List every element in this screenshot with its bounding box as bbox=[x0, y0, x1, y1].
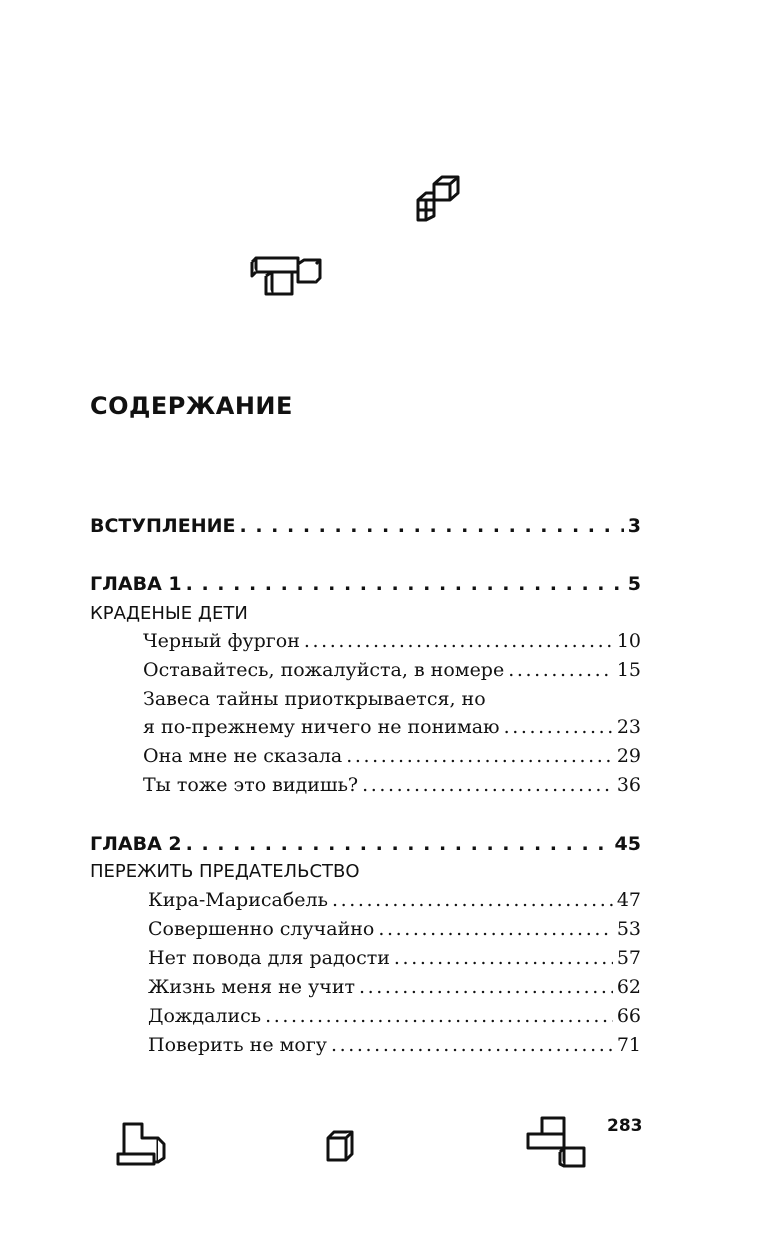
toc-entry-page: 53 bbox=[616, 918, 641, 940]
chapter-title: ГЛАВА 1 bbox=[90, 573, 182, 595]
dot-leader bbox=[508, 659, 613, 681]
chapter-page: 5 bbox=[627, 573, 641, 595]
toc-entry[interactable] bbox=[148, 1005, 641, 1027]
toc-entry-page: 57 bbox=[616, 947, 641, 969]
toc-entry-page: 23 bbox=[616, 716, 641, 738]
dot-leader bbox=[362, 774, 613, 796]
toc-entry-page: 71 bbox=[616, 1034, 641, 1056]
toc-entry[interactable] bbox=[143, 630, 641, 652]
toc-entry-page: 62 bbox=[616, 976, 641, 998]
dot-leader bbox=[239, 515, 623, 537]
page-title: СОДЕРЖАНИЕ bbox=[90, 392, 293, 420]
toc-entry-page: 3 bbox=[627, 515, 641, 537]
dot-leader bbox=[394, 947, 613, 969]
chapter-2-subtitle: ПЕРЕЖИТЬ ПРЕДАТЕЛЬСТВО bbox=[90, 861, 360, 882]
dot-leader bbox=[304, 630, 613, 652]
toc-entry-title: Черный фургон bbox=[143, 630, 300, 652]
toc-entry-title: ВСТУПЛЕНИЕ bbox=[90, 515, 236, 537]
toc-entry-page: 36 bbox=[616, 774, 641, 796]
chapter-1-subtitle: КРАДЕНЫЕ ДЕТИ bbox=[90, 603, 248, 624]
dot-leader bbox=[359, 976, 613, 998]
toc-chapter-2[interactable] bbox=[90, 833, 641, 855]
toc-entry[interactable] bbox=[143, 716, 641, 738]
toc-chapter-1[interactable] bbox=[90, 573, 641, 595]
toc-entry[interactable] bbox=[148, 976, 641, 998]
toc-entry-title: Поверить не могу bbox=[148, 1034, 327, 1056]
toc-entry-page: 66 bbox=[616, 1005, 641, 1027]
cube-stack-icon-top bbox=[410, 172, 464, 226]
toc-entry-page: 47 bbox=[616, 889, 641, 911]
dot-leader bbox=[265, 1005, 613, 1027]
small-cube-icon-bottom-center bbox=[324, 1128, 358, 1164]
toc-entry-page: 10 bbox=[616, 630, 641, 652]
toc-entry-title: Оставайтесь, пожалуйста, в номере bbox=[143, 659, 505, 681]
toc-entry[interactable] bbox=[148, 947, 641, 969]
toc-entry[interactable] bbox=[148, 918, 641, 940]
toc-entry-title: Ты тоже это видишь? bbox=[143, 774, 359, 796]
dot-leader bbox=[346, 745, 613, 767]
toc-entry-page: 29 bbox=[616, 745, 641, 767]
dot-leader bbox=[378, 918, 612, 940]
toc-entry[interactable] bbox=[148, 889, 641, 911]
dot-leader bbox=[332, 889, 613, 911]
page-number: 283 bbox=[607, 1116, 643, 1136]
toc-entry[interactable] bbox=[143, 745, 641, 767]
cube-stair-icon-bottom-left bbox=[114, 1118, 172, 1170]
toc-entry-title: Совершенно случайно bbox=[148, 918, 375, 940]
chapter-title: ГЛАВА 2 bbox=[90, 833, 182, 855]
toc-entry-title: Нет повода для радости bbox=[148, 947, 390, 969]
dot-leader bbox=[504, 716, 613, 738]
cube-cluster-icon-left bbox=[248, 250, 324, 300]
toc-entry-title: Кира-Марисабель bbox=[148, 889, 328, 911]
dot-leader bbox=[186, 833, 615, 855]
toc-entry-title: Жизнь меня не учит bbox=[148, 976, 355, 998]
toc-entry-title: Она мне не сказала bbox=[143, 745, 343, 767]
toc-entry[interactable] bbox=[143, 774, 641, 796]
toc-entry[interactable] bbox=[143, 659, 641, 681]
chapter-page: 45 bbox=[614, 833, 641, 855]
cube-group-icon-bottom-right bbox=[524, 1112, 592, 1172]
toc-entry-page: 15 bbox=[616, 659, 641, 681]
toc-entry-title: Дождались bbox=[148, 1005, 262, 1027]
dot-leader bbox=[186, 573, 624, 595]
toc-entry-intro[interactable] bbox=[90, 515, 641, 537]
toc-entry[interactable] bbox=[148, 1034, 641, 1056]
toc-entry-title-line1[interactable]: Завеса тайны приоткрывается, но bbox=[143, 688, 486, 710]
toc-entry-title: я по-прежнему ничего не понимаю bbox=[143, 716, 500, 738]
dot-leader bbox=[331, 1034, 613, 1056]
